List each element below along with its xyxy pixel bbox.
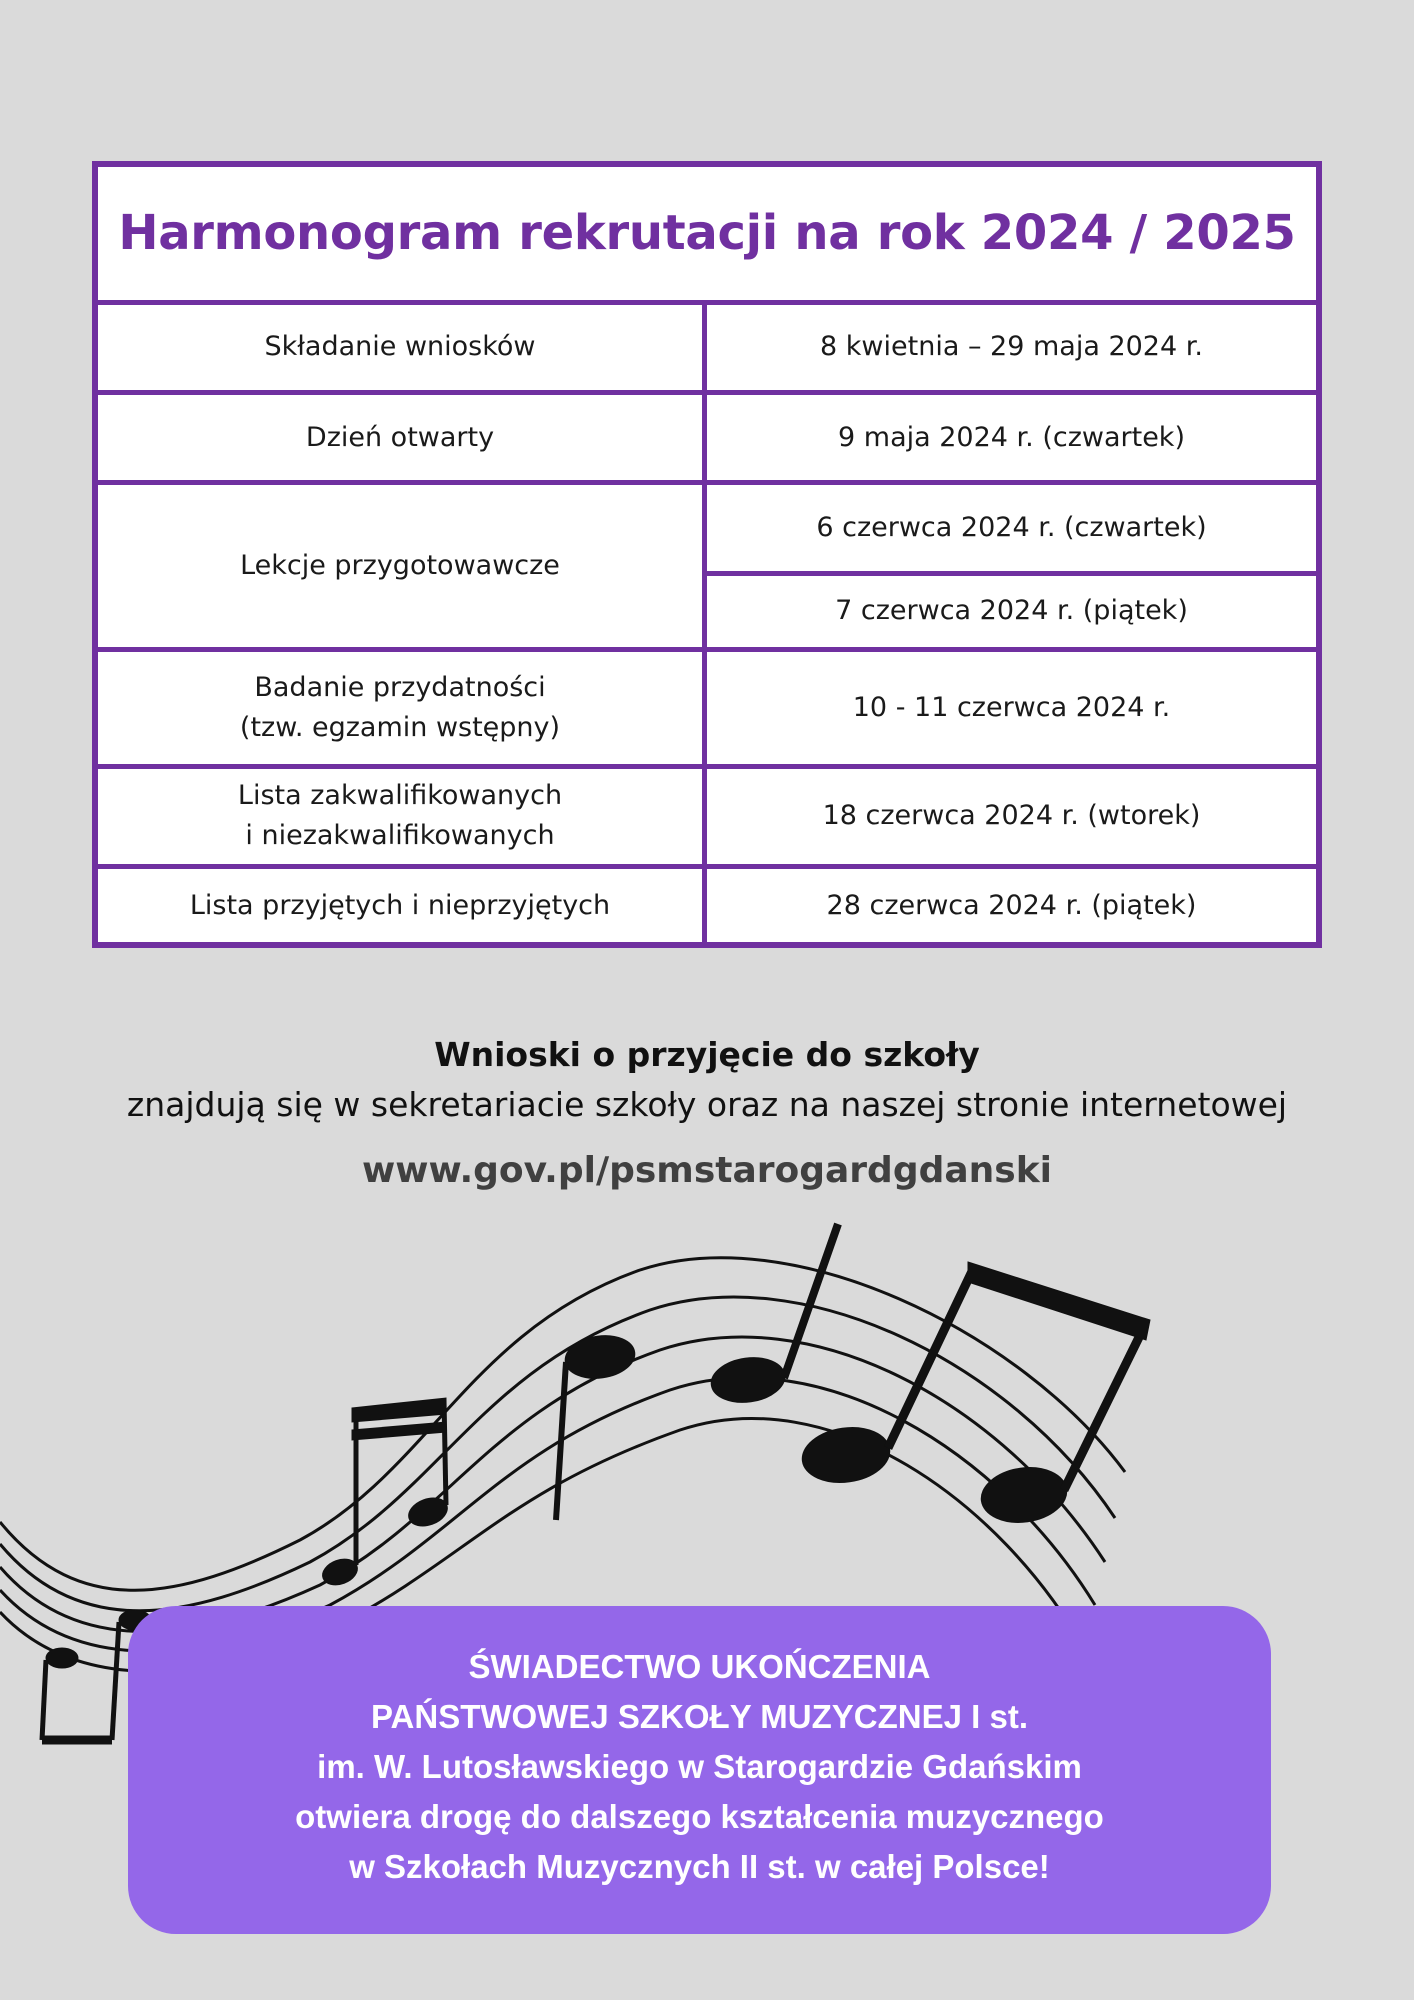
applications-heading: Wnioski o przyjęcie do szkoły — [434, 1035, 980, 1074]
note-stem — [888, 1265, 975, 1448]
row-date-prep-lessons-1: 6 czerwca 2024 r. (czwartek) — [705, 483, 1320, 573]
note-beam — [968, 1262, 1150, 1340]
note-beam — [352, 1398, 446, 1422]
note-stem — [42, 1660, 46, 1740]
row-label-qualified-line2: i niezakwalifikowanych — [245, 820, 555, 852]
row-date-prep-lessons-2: 7 czerwca 2024 r. (piątek) — [705, 573, 1320, 649]
applications-text: znajdują się w sekretariacie szkoły oraz na naszej stronie internetowej — [126, 1085, 1288, 1124]
banner-line-3: im. W. Lutosławskiego w Starogardzie Gdańskim — [317, 1748, 1082, 1785]
row-label-open-day: Dzień otwarty — [95, 393, 705, 483]
note-stem — [1064, 1325, 1145, 1490]
row-date-accepted-list: 28 czerwca 2024 r. (piątek) — [705, 867, 1320, 945]
row-date-applications: 8 kwietnia – 29 maja 2024 r. — [705, 302, 1320, 392]
row-label-prep-lessons: Lekcje przygotowawcze — [95, 483, 705, 650]
banner-line-4: otwiera drogę do dalszego kształcenia muzycznego — [295, 1798, 1104, 1835]
schedule-title: Harmonogram rekrutacji na rok 2024 / 2025 — [95, 164, 1319, 302]
banner-line-2: PAŃSTWOWEJ SZKOŁY MUZYCZNEJ I st. — [371, 1698, 1028, 1735]
row-label-qualified-line1: Lista zakwalifikowanych — [237, 780, 563, 812]
note-beam — [352, 1422, 446, 1440]
website-link[interactable]: www.gov.pl/psmstarogardgdanski — [362, 1150, 1052, 1191]
row-date-qualified-list: 18 czerwca 2024 r. (wtorek) — [705, 766, 1320, 866]
banner-line-5: w Szkołach Muzycznych II st. w całej Polsce! — [349, 1848, 1050, 1885]
row-label-aptitude-test — [95, 650, 705, 767]
row-label-aptitude-line2: (tzw. egzamin wstępny) — [239, 711, 561, 743]
note-head — [46, 1648, 78, 1668]
row-label-accepted-list: Lista przyjętych i nieprzyjętych — [95, 867, 705, 945]
row-label-applications: Składanie wniosków — [95, 302, 705, 392]
banner-line-1: ŚWIADECTWO UKOŃCZENIA — [468, 1648, 931, 1685]
schedule-table — [92, 161, 1322, 948]
note-stem — [112, 1622, 119, 1740]
row-label-qualified-list — [95, 766, 705, 866]
note-head — [978, 1462, 1071, 1527]
note-head — [799, 1422, 894, 1488]
row-label-aptitude-line1: Badanie przydatności — [254, 671, 546, 703]
note-stem — [444, 1400, 446, 1505]
row-date-open-day: 9 maja 2024 r. (czwartek) — [705, 393, 1320, 483]
certificate-banner — [128, 1606, 1271, 1934]
note-head — [708, 1353, 787, 1407]
note-head — [562, 1331, 637, 1382]
row-date-aptitude-test: 10 - 11 czerwca 2024 r. — [705, 650, 1320, 767]
